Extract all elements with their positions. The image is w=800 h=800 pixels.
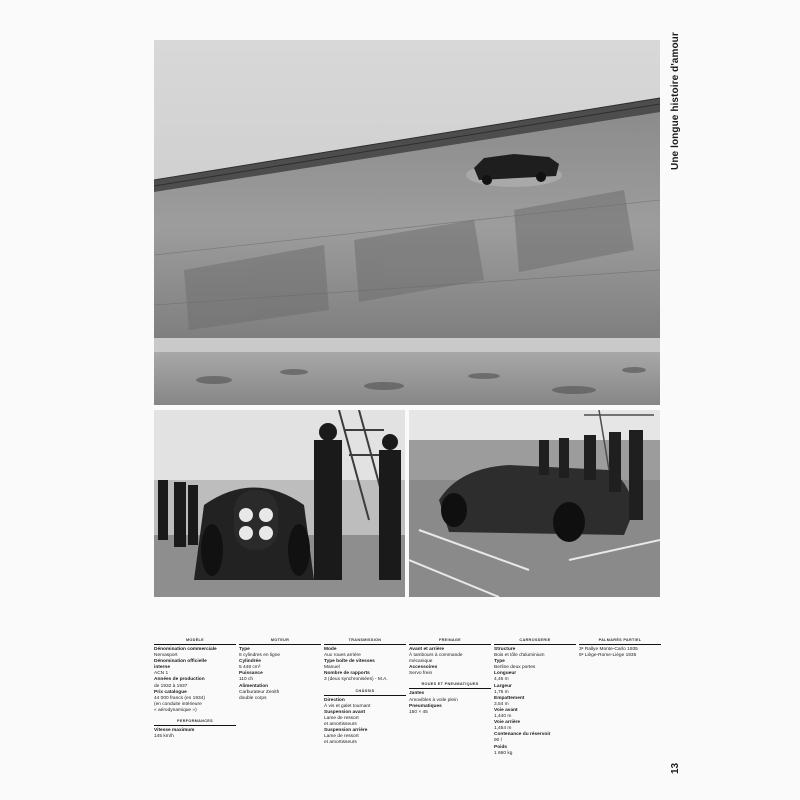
spec-label: Accessoires [409, 665, 438, 671]
spec-list-performances [154, 728, 236, 740]
spec-value: 3 (deux synchronisées) - M.A. [324, 677, 388, 683]
spec-value: Amovibles à voile plein [409, 697, 458, 703]
spec-label: Dénomination commerciale [154, 647, 217, 652]
spec-value: À vis et galet tournant [324, 703, 371, 709]
spec-label: Structure [494, 647, 516, 652]
spec-head-transmission: TRANSMISSION [324, 638, 406, 645]
spec-col-palmares [579, 638, 661, 659]
spec-label: Poids [494, 744, 508, 750]
spec-list-freinage [409, 647, 491, 677]
spec-value: (en conduite intérieure [154, 701, 202, 707]
spec-value: mécanique [409, 659, 433, 665]
spec-head-carrosserie: CARROSSERIE [494, 638, 576, 645]
spec-label: Pneumatiques [409, 703, 442, 709]
spec-head-chassis: CHÂSSIS [324, 689, 406, 696]
spec-label: Nombre de rapports [324, 671, 370, 677]
spec-label: Type boîte de vitesses [324, 659, 375, 665]
spec-head-roues: ROUES ET PNEUMATIQUES [409, 682, 491, 689]
spec-label: Voie avant [494, 707, 518, 713]
spec-label: Suspension arrière [324, 728, 368, 734]
spec-value: 3ᵉ Rallye Monte-Carlo 1935 [579, 647, 638, 652]
banked-track-car-photo [154, 40, 660, 405]
spec-label: Contenance du réservoir [494, 732, 551, 738]
spec-value: « aérodynamique ») [154, 707, 197, 713]
spec-value: Nervasport [154, 653, 178, 659]
spec-label: Alimentation [239, 683, 269, 689]
spec-head-freinage: FREINAGE [409, 638, 491, 645]
spec-label: Longueur [494, 671, 517, 677]
spec-value: 44 000 francs (en 1934) [154, 695, 205, 701]
spec-value: Servo frein [409, 671, 433, 677]
spec-value: Lame de ressort [324, 715, 359, 721]
chapter-title: Une longue histoire d'amour [670, 32, 681, 170]
spec-label: Avant et arrière [409, 647, 445, 652]
spec-col-moteur [239, 638, 321, 702]
spec-col-freinage [409, 638, 491, 716]
spec-label: interne [154, 665, 170, 671]
spec-value: Carburateur Zenith [239, 689, 280, 695]
spec-value: 5ᵉ Liège-Rome-Liège 1935 [579, 653, 637, 659]
spec-label: Largeur [494, 683, 512, 689]
spec-list-chassis [324, 698, 406, 747]
spec-label: Années de production [154, 677, 205, 683]
spec-list-moteur [239, 647, 321, 702]
spec-list-transmission [324, 647, 406, 684]
spec-label: Dénomination officielle [154, 659, 207, 665]
spec-value: 90 l [494, 738, 502, 744]
spec-value: 1,440 m [494, 714, 512, 720]
spec-list-palmares [579, 647, 661, 659]
spec-value: 3,54 m [494, 701, 509, 707]
page-number: 13 [670, 762, 681, 774]
spec-value: de 1932 à 1937 [154, 683, 188, 689]
spec-value: Berline deux portes [494, 665, 536, 671]
spec-col-modele [154, 638, 236, 740]
mechanics-with-car-photo [154, 410, 405, 597]
spec-label: Empattement [494, 695, 525, 701]
spec-value: 110 ch [239, 677, 254, 683]
spec-value: 5 448 cm³ [239, 665, 261, 671]
spec-label: Direction [324, 697, 345, 703]
spec-value: 4,46 m [494, 677, 509, 683]
spec-value: et amortisseurs [324, 721, 357, 727]
spec-value: 8 cylindres en ligne [239, 653, 281, 659]
spec-head-palmares: PALMARÈS PARTIEL [579, 638, 661, 645]
spec-value: Bois et tôle d'aluminium [494, 653, 545, 659]
spec-value: Manuel [324, 665, 340, 671]
spec-list-modele [154, 647, 236, 714]
spec-label: Jantes [409, 691, 425, 697]
spec-label: Prix catalogue [154, 689, 187, 695]
spec-label: Mode [324, 647, 337, 652]
spec-value: Lame de ressort [324, 734, 359, 740]
spec-label: Cylindrée [239, 659, 261, 665]
spec-value: Aux roues arrière [324, 653, 361, 659]
car-at-track-photo [409, 410, 660, 597]
spec-list-carrosserie [494, 647, 576, 757]
spec-value: À tambours à commande [409, 653, 463, 659]
spec-label: Type [239, 647, 250, 652]
spec-value: 1 660 kg [494, 750, 513, 756]
spec-value: ACN 1 [154, 671, 169, 677]
spec-label: Vitesse maximum [154, 728, 195, 734]
spec-label: Puissance [239, 671, 263, 677]
spec-label: Voie arrière [494, 720, 521, 726]
spec-value: double corps [239, 695, 267, 701]
specs-table [154, 638, 664, 768]
spec-head-moteur: MOTEUR [239, 638, 321, 645]
spec-col-carrosserie [494, 638, 576, 757]
spec-head-performances: PERFORMANCES [154, 719, 236, 726]
spec-value: 1,454 m [494, 726, 512, 732]
spec-head-modele: MODÈLE [154, 638, 236, 645]
spec-list-roues [409, 691, 491, 715]
spec-value: 150 × 45 [409, 709, 428, 715]
spec-label: Suspension avant [324, 709, 366, 715]
spec-value: 145 km/h [154, 734, 174, 740]
spec-col-transmission [324, 638, 406, 746]
spec-value: 1,75 m [494, 689, 509, 695]
spec-value: et amortisseurs [324, 740, 357, 746]
spec-label: Type [494, 659, 505, 665]
